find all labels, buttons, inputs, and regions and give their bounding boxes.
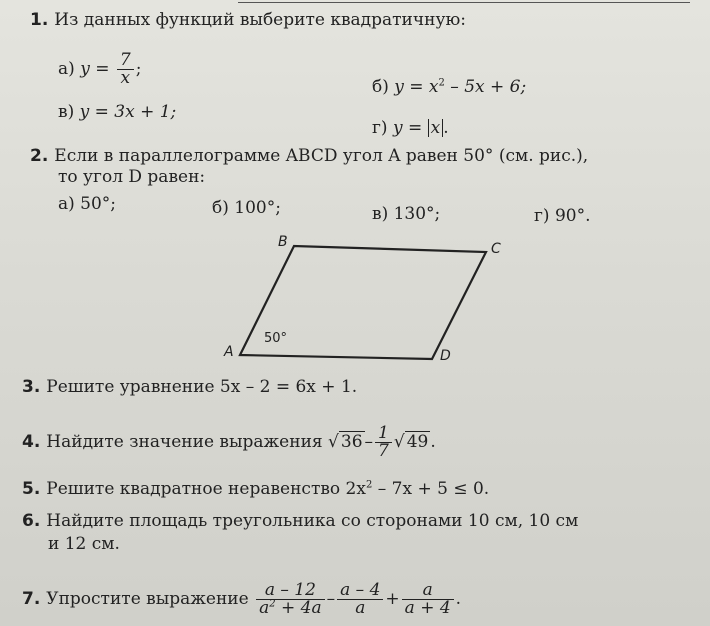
q1-option-c: в) y = 3x + 1; <box>58 102 177 122</box>
vertex-a-label: A <box>224 344 234 360</box>
question-6-line2: и 12 см. <box>48 534 120 554</box>
question-3: 3. Решите уравнение 5x – 2 = 6x + 1. <box>22 377 358 397</box>
angle-a-label: 50° <box>264 331 288 346</box>
question-2: 2. Если в параллелограмме ABCD угол A равен 50° (см. рис.), <box>30 146 589 166</box>
q2-option-c: в) 130°; <box>372 204 441 224</box>
question-6: 6. Найдите площадь треугольника со сторонами 10 см, 10 см <box>22 511 579 531</box>
question-7: 7. Упростите выражение $\frac{a - 12}{a^2 + 4a}$ – $\frac{a - 4}{a}$ + $\frac{a}{a + 4}$ . <box>22 580 462 618</box>
vertex-b-label: B <box>278 234 288 250</box>
q1-option-d: г) y = x . <box>372 118 449 138</box>
q2-option-b: б) 100°; <box>212 198 281 218</box>
sqrt-36: √ 36 <box>328 432 363 452</box>
question-2-line2: то угол D равен: <box>58 167 206 187</box>
question-4: 4. Найдите значение выражения √ 36 – $\frac{1}{7}$ √ 49 . <box>22 423 436 461</box>
question-1: 1. Из данных функций выберите квадратичную: <box>30 10 466 30</box>
q1-option-b: б) $y = x^2 - 5x + 6$; <box>372 77 527 97</box>
vertex-d-label: D <box>440 348 451 364</box>
q7-fraction-1: $\frac{a - 12}{a^2 + 4a}$ <box>256 582 325 617</box>
q2-option-d: г) 90°. <box>534 206 591 226</box>
q4-fraction: $\frac{1}{7}$ <box>375 425 392 460</box>
q7-fraction-3: $\frac{a}{a + 4}$ <box>402 582 454 617</box>
sqrt-49: √ 49 <box>393 432 429 452</box>
q7-fraction-2: $\frac{a - 4}{a}$ <box>337 582 383 617</box>
vertex-c-label: C <box>491 241 501 257</box>
q2-option-a: а) 50°; <box>58 194 117 214</box>
question-5: 5. Решите квадратное неравенство $2x^2 - 7x + 5 \le 0$. <box>22 479 490 499</box>
q1-option-a: а) y = $\frac{7}{x}$ ; <box>58 50 142 88</box>
q1-a-fraction: $\frac{7}{x}$ <box>117 52 134 87</box>
